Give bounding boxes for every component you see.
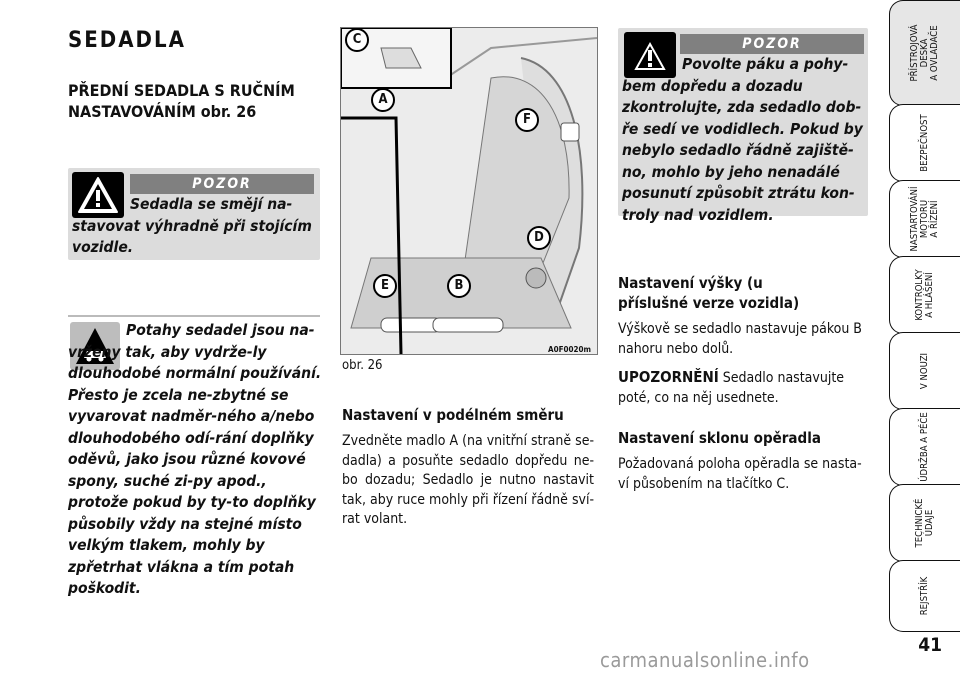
- warning-box-1: [68, 168, 320, 260]
- tab-rejstrik[interactable]: REJSTŘÍK: [889, 560, 960, 632]
- text-height: Výškově se sedadlo nastavuje pákou B nahoru nebo dolů.: [618, 321, 862, 357]
- tab-pristrojova-deska[interactable]: PŘÍSTROJOVÁ DESKA A OVLADAČE: [889, 0, 960, 106]
- warning-header: POZOR: [130, 174, 314, 194]
- figure-caption: obr. 26: [342, 358, 383, 373]
- callout-d: D: [527, 226, 551, 250]
- section-subtitle: PŘEDNÍ SEDADLA S RUČNÍM NASTAVOVÁNÍM obr. 26: [68, 81, 295, 121]
- tab-bezpecnost[interactable]: BEZPEČNOST: [889, 104, 960, 182]
- callout-b: B: [447, 274, 471, 298]
- text-longitudinal: Zvedněte madlo A (na vnitřní straně se-dadla) a posuňte sedadlo dopředu ne-bo dozadu; Sedadlo je nutno nastavit tak, aby ruce mohly při řízení řádně sví-rat volant.: [342, 433, 594, 527]
- callout-c: C: [345, 28, 369, 52]
- watermark: carmanualsonline.info: [600, 648, 810, 672]
- page-number: 41: [918, 634, 942, 656]
- notice-text: Sedadlo nastavujte poté, co na něj usednete.: [618, 370, 845, 406]
- note-text: Potahy sedadel jsou na-vrženy tak, aby vydrže-ly dlouhodobé normální používání. Přesto je zcela ne-zbytné se vyvarovat nadměr-ného a/nebo dlouhodobého odí-rání doplňky oděvů, jako jsou různé kovové spony, suché zi-py apod., protože pokud by ty-to doplňky působily vždy na stejné místo velkým tlakem, mohly by zpřetrhat vlákna a tím potah poškodit.: [68, 321, 322, 597]
- figure-code: A0F0020m: [548, 345, 592, 354]
- notice-height: [618, 368, 868, 408]
- callout-a: A: [371, 88, 395, 112]
- notice-label: UPOZORNĚNÍ: [618, 368, 719, 386]
- heading-backrest: Nastavení sklonu opěradla: [618, 429, 821, 447]
- tab-nastartovani[interactable]: NASTARTOVÁNÍ MOTORU A ŘÍZENÍ: [889, 180, 960, 258]
- tab-kontrolky[interactable]: KONTROLKY A HLÁŠENÍ: [889, 256, 960, 334]
- chapter-tabs: [888, 0, 960, 677]
- warning-text: Povolte páku a pohy-bem dopředu a dozadu zkontrolujte, zda sedadlo dob-ře sedí ve vodidlech. Pokud by nebylo sedadlo řádně zajiště-no, mohlo by jeho nenadálé posunutí způsobit ztrátu kon-troly nad vozidlem.: [622, 55, 863, 224]
- warning-box-2: [618, 28, 868, 224]
- seat-figure: [340, 27, 598, 355]
- callout-e: E: [373, 274, 397, 298]
- warning-text: Sedadla se smějí na-stavovat výhradně při stojícím vozidle.: [72, 195, 312, 256]
- text-backrest: Požadovaná poloha opěradla se nasta-ví působením na tlačítko C.: [618, 456, 862, 492]
- tab-v-nouzi[interactable]: V NOUZI: [889, 332, 960, 410]
- seat-illustration: [341, 28, 597, 354]
- warning-header: POZOR: [680, 34, 864, 54]
- tab-technicke-udaje[interactable]: TECHNICKÉ ÚDAJE: [889, 484, 960, 562]
- page-title: SEDADLA: [68, 28, 186, 53]
- divider: [68, 315, 320, 317]
- callout-f: F: [515, 108, 539, 132]
- heading-height: Nastavení výšky (u příslušné verze vozidla): [618, 274, 800, 312]
- tab-udrzba[interactable]: ÚDRŽBA A PÉČE: [889, 408, 960, 486]
- heading-longitudinal: Nastavení v podélném směru: [342, 406, 564, 424]
